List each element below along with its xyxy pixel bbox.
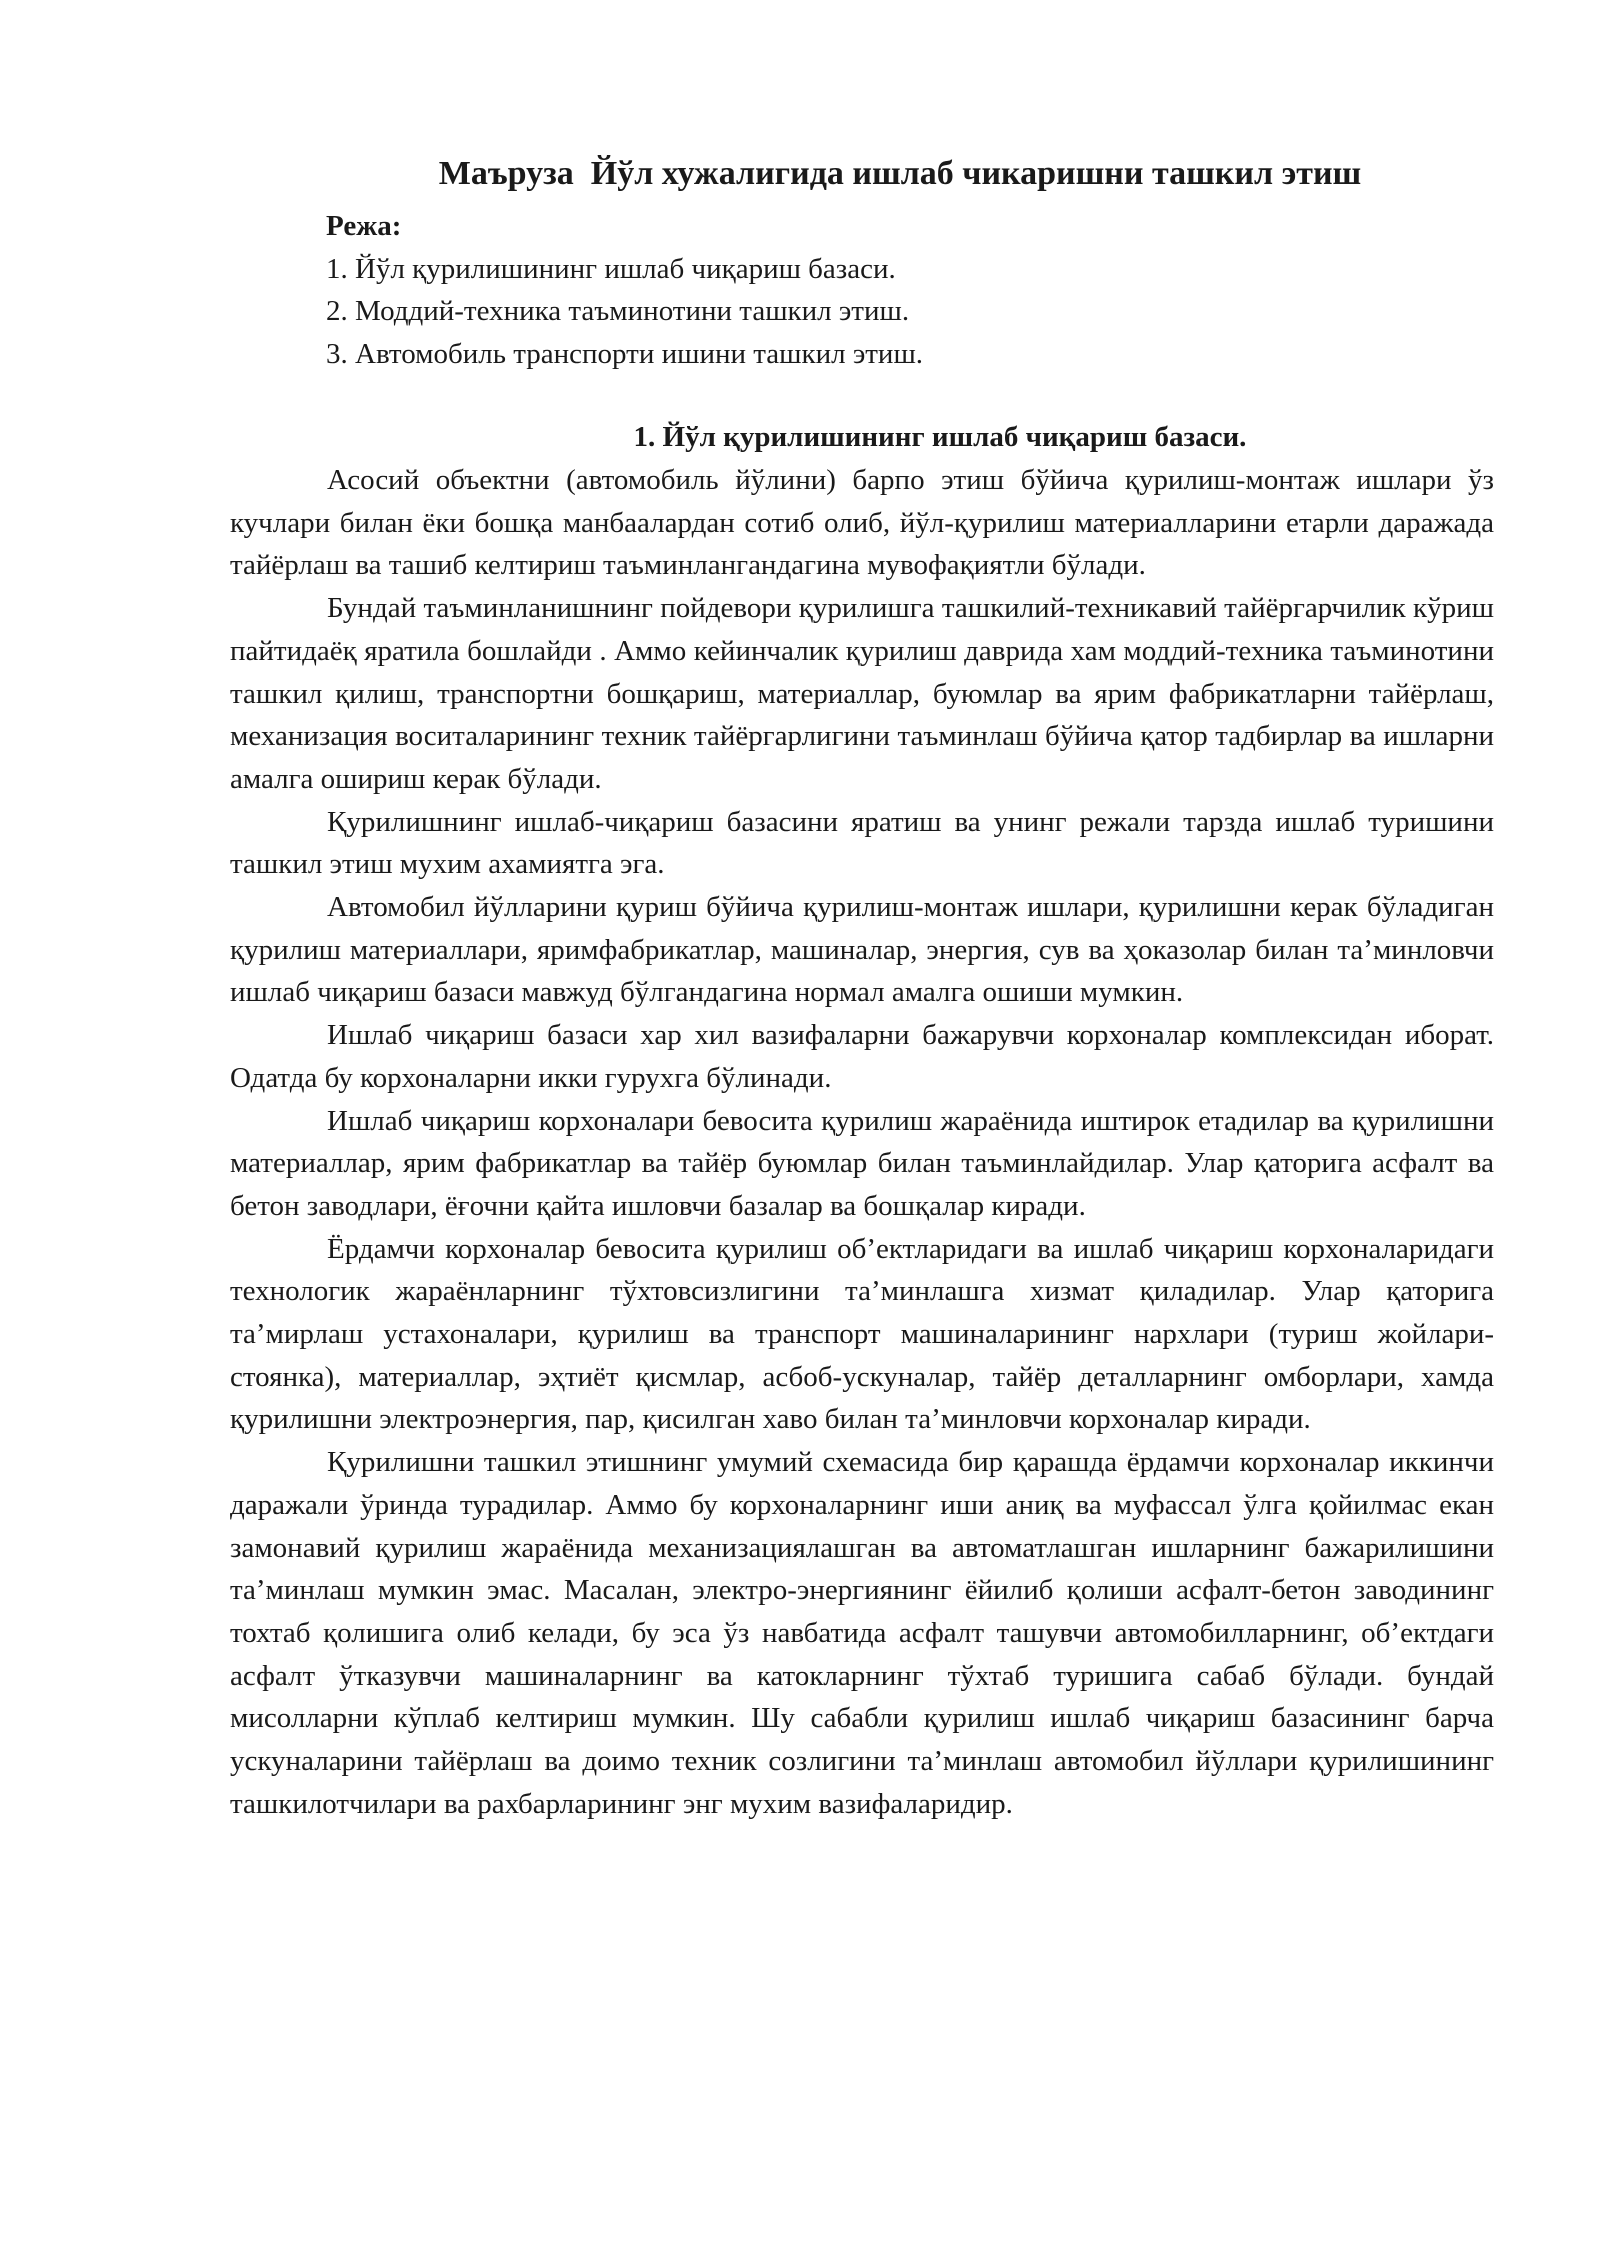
plan-item-2: 2. Моддий-техника таъминотини ташкил этиш. [326,295,910,327]
paragraph: Қурилишнинг ишлаб-чиқариш базасини яратиш ва унинг режали тарзда ишлаб туришини ташкил этиш мухим ахамиятга эга. [230,805,1494,881]
paragraph: Ёрдамчи корхоналар бевосита қурилиш об’ектларидаги ва ишлаб чиқариш корхоналаридаги технологик жараёнларнинг тўхтовсизлигини та’минлашга хизмат қиладилар. Улар қаторига та’мирлаш устахоналари, қурилиш ва транспорт машиналарининг нархлари (туриш жойлари-стоянка), материаллар, эҳтиёт қисмлар, асбоб-ускуналар, тайёр деталларнинг омборлари, хамда қурилишни электроэнергия, пар, қисилган хаво билан та’минловчи корхоналар киради. [230,1232,1494,1436]
paragraph: Ишлаб чиқариш корхоналари бевосита қурилиш жараёнида иштирок етадилар ва қурилишни материаллар, ярим фабрикатлар ва тайёр буюмлар билан таъминлайдилар. Улар қаторига асфалт ва бетон заводлари, ёғочни қайта ишловчи базалар ва бошқалар киради. [230,1104,1494,1222]
section-heading: 1. Йўл қурилишининг ишлаб чиқариш базаси. [633,421,1247,453]
lecture-plan [326,205,1526,375]
paragraph: Асосий объектни (автомобиль йўлини) барпо этиш бўйича қурилиш-монтаж ишлари ўз кучлари билан ёки бошқа манбаалардан сотиб олиб, йўл-қурилиш материалларини етарли даражада тайёрлаш ва ташиб келтириш таъминлангандагина мувофақиятли бўлади. [230,464,1494,582]
body-text [230,459,1494,1826]
lecture-title: Маъруза Йўл хужалигида ишлаб чикаришни ташкил этиш [438,155,1362,192]
paragraph: Қурилишни ташкил этишнинг умумий схемасида бир қарашда ёрдамчи корхоналар иккинчи даражали ўринда турадилар. Аммо бу корхоналарнинг иши аниқ ва муфассал ўлга қойилмас екан замонавий қурилиш жараёнида механизациялашган ва автоматлашган ишларнинг бажарилишини та’минлаш мумкин эмас. Масалан, электро-энергиянинг ёйилиб қолиши асфалт-бетон заводининг тохтаб қолишига олиб келади, бу эса ўз навбатида асфалт ташувчи автомобилларнинг, об’ектдаги асфалт ўтказувчи машиналарнинг ва катокларнинг тўхтаб туришига сабаб бўлади. бундай мисолларни кўплаб келтириш мумкин. Шу сабабли қурилиш ишлаб чиқариш базасининг барча ускуналарини тайёрлаш ва доимо техник созлигини та’минлаш автомобил йўллари қурилишининг ташкилотчилари ва рахбарларининг энг мухим вазифаларидир. [230,1446,1494,1820]
paragraph: Бундай таъминланишнинг пойдевори қурилишга ташкилий-техникавий тайёргарчилик кўриш пайтидаёқ яратила бошлайди . Аммо кейинчалик қурилиш даврида хам моддий-техника таъминотини ташкил қилиш, транспортни бошқариш, материаллар, буюмлар ва ярим фабрикатларни тайёрлаш, механизация воситаларининг техник тайёргарлигини таъминлаш бўйича қатор тадбирлар ва ишларни амалга ошириш керак бўлади. [230,592,1494,795]
plan-item-3: 3. Автомобиль транспорти ишини ташкил этиш. [326,337,924,370]
plan-item-1: 1. Йўл қурилишининг ишлаб чиқариш базаси. [326,252,896,285]
paragraph: Автомобил йўлларини қуриш бўйича қурилиш-монтаж ишлари, қурилишни керак бўладиган қурилиш материаллари, яримфабрикатлар, машиналар, энергия, сув ва ҳоказолар билан та’минловчи ишлаб чиқариш базаси мавжуд бўлгандагина нормал амалга ошиши мумкин. [230,891,1494,1009]
plan-heading: Режа: [326,210,402,242]
paragraph: Ишлаб чиқариш базаси хар хил вазифаларни бажарувчи корхоналар комплексидан иборат. Одатда бу корхоналарни икки гурухга бўлинади. [230,1019,1494,1094]
